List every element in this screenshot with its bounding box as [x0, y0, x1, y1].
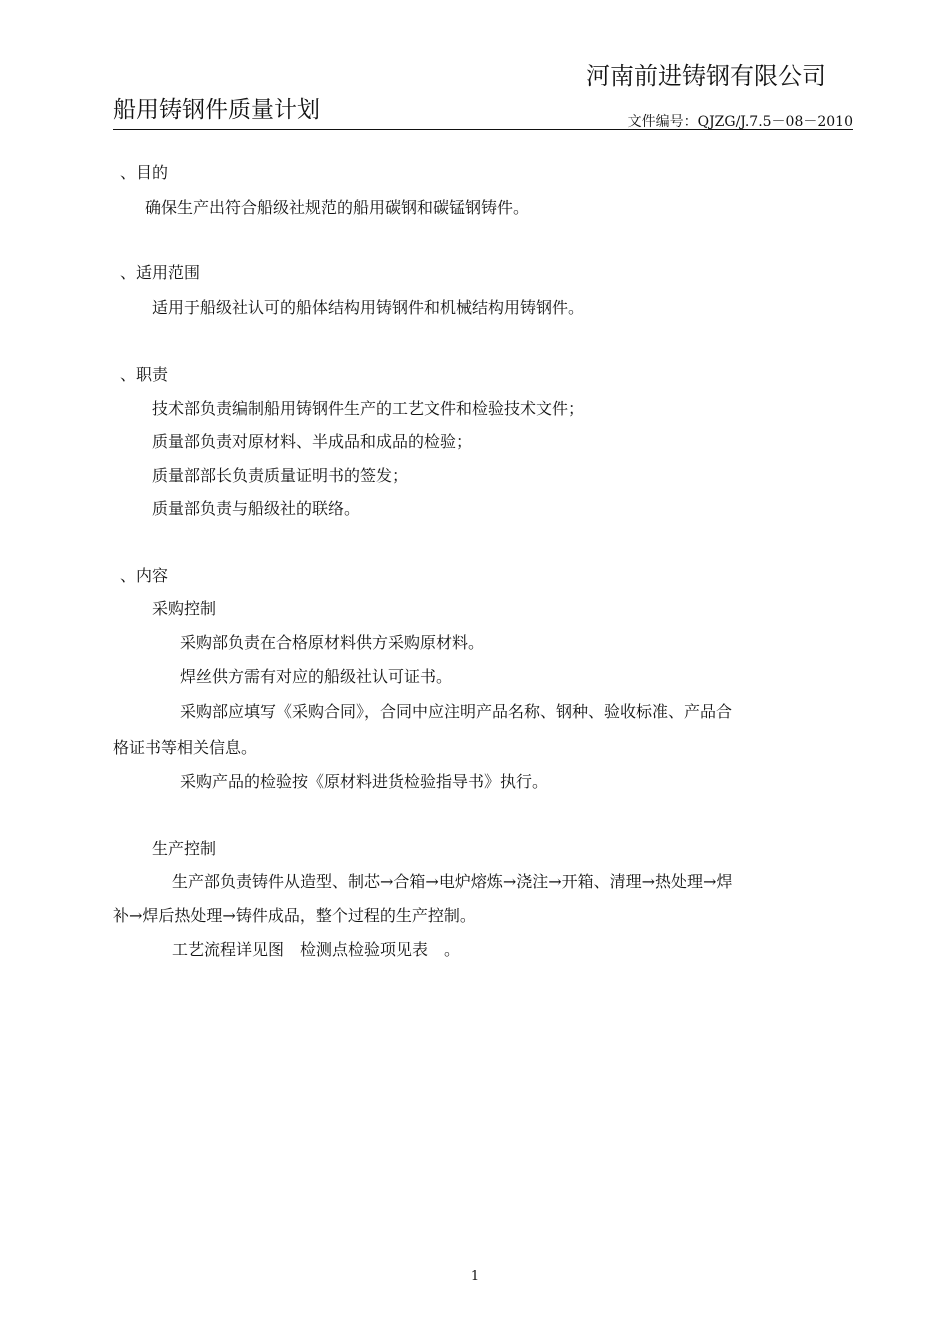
- paragraph-purpose: 确保生产出符合船级社规范的船用碳钢和碳锰钢铸件。: [145, 198, 530, 217]
- paragraph-procurement-3-line-2: 格证书等相关信息。: [113, 738, 258, 757]
- responsibility-item-1: 技术部负责编制船用铸钢件生产的工艺文件和检验技术文件；: [152, 399, 585, 418]
- section-heading-purpose: 、目的: [120, 163, 169, 182]
- section-heading-responsibilities: 、职责: [120, 365, 169, 384]
- document-title: 船用铸钢件质量计划: [113, 97, 320, 123]
- header-rule: [113, 129, 853, 130]
- section-heading-scope: 、适用范围: [120, 263, 201, 282]
- document-number: 文件编号：QJZG/J.7.5－08－2010: [627, 114, 853, 130]
- paragraph-production-1-line-2: 补→焊后热处理→铸件成品，整个过程的生产控制。: [113, 906, 476, 925]
- subheading-production: 生产控制: [152, 839, 217, 858]
- paragraph-production-2: 工艺流程详见图 检测点检验项见表 。: [172, 940, 461, 959]
- company-name: 河南前进铸钢有限公司: [586, 62, 826, 90]
- paragraph-scope: 适用于船级社认可的船体结构用铸钢件和机械结构用铸钢件。: [152, 298, 585, 317]
- page-number: 1: [470, 1269, 480, 1284]
- responsibility-item-2: 质量部负责对原材料、半成品和成品的检验；: [152, 432, 473, 451]
- paragraph-procurement-3-line-1: 采购部应填写《采购合同》，合同中应注明产品名称、钢种、验收标准、产品合: [180, 702, 733, 721]
- section-heading-content: 、内容: [120, 566, 169, 585]
- paragraph-procurement-1: 采购部负责在合格原材料供方采购原材料。: [180, 633, 485, 652]
- paragraph-procurement-4: 采购产品的检验按《原材料进货检验指导书》执行。: [180, 772, 549, 791]
- subheading-procurement: 采购控制: [152, 599, 217, 618]
- paragraph-production-1-line-1: 生产部负责铸件从造型、制芯→合箱→电炉熔炼→浇注→开箱、清理→热处理→焊: [172, 872, 733, 891]
- responsibility-item-4: 质量部负责与船级社的联络。: [152, 499, 361, 518]
- paragraph-procurement-2: 焊丝供方需有对应的船级社认可证书。: [180, 667, 453, 686]
- responsibility-item-3: 质量部部长负责质量证明书的签发；: [152, 466, 409, 485]
